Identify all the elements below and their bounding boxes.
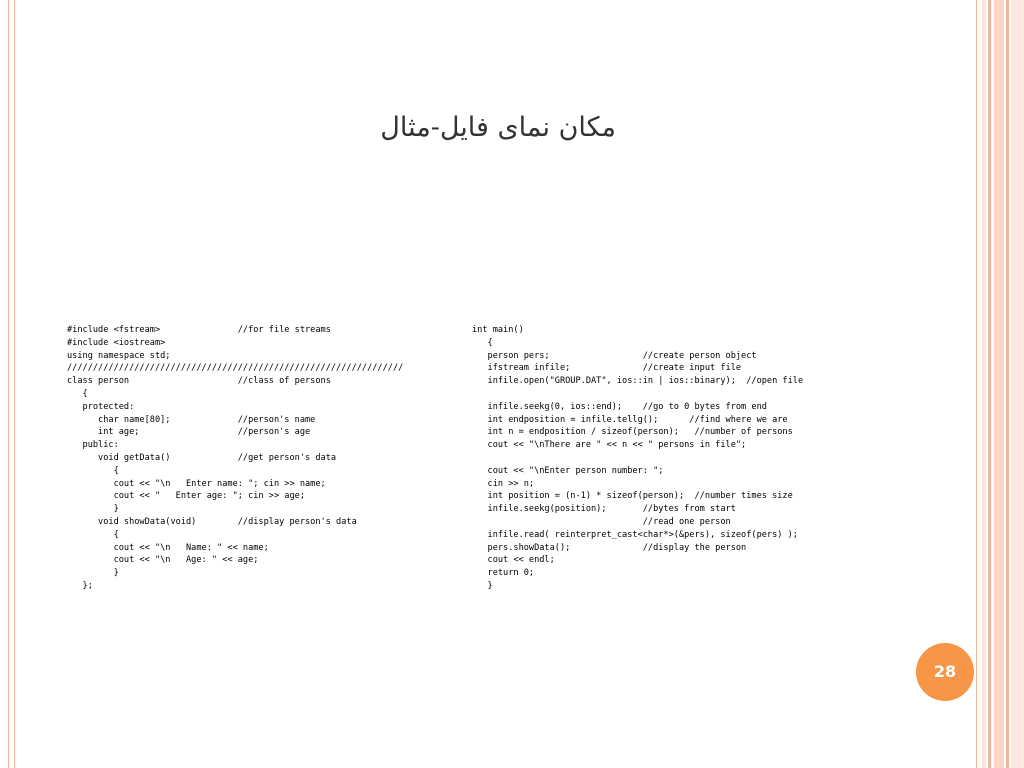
code-line: person pers; //create person object xyxy=(472,350,757,361)
code-line: public: xyxy=(67,440,119,451)
code-line: int main() xyxy=(472,325,524,335)
right-decorative-stripe xyxy=(994,0,1004,768)
code-line: cout << "\nEnter person number: "; xyxy=(472,465,664,476)
code-line: ///////////////////////////////////////////////////////////////// xyxy=(67,363,404,374)
code-line: int n = endposition / sizeof(person); //number of persons xyxy=(472,427,793,438)
code-line: ifstream infile; //create input file xyxy=(472,363,742,374)
code-line: //read one person xyxy=(472,516,731,527)
page-number-badge: 28 xyxy=(916,643,974,701)
code-line: cin >> n; xyxy=(472,478,535,489)
code-line: cout << "\nThere are " << n << " persons in file"; xyxy=(472,440,747,451)
code-line: cout << endl; xyxy=(472,555,555,566)
code-line: infile.seekg(0, ios::end); //go to 0 bytes from end xyxy=(472,401,767,412)
code-line: int position = (n-1) * sizeof(person); //number times size xyxy=(472,491,793,502)
code-line: infile.read( reinterpret_cast<char*>(&pers), sizeof(pers) ); xyxy=(472,529,798,540)
code-line xyxy=(472,388,803,401)
code-line: { xyxy=(67,529,119,540)
right-decorative-stripe xyxy=(1006,0,1009,768)
code-line: void showData(void) //display person's data xyxy=(67,516,357,527)
code-line: { xyxy=(67,465,119,476)
code-line: infile.open("GROUP.DAT", ios::in | ios::binary); //open file xyxy=(472,376,804,387)
code-line: { xyxy=(67,388,88,399)
code-line: cout << " Enter age: "; cin >> age; xyxy=(67,491,305,502)
code-line: cout << "\n Name: " << name; xyxy=(67,542,269,553)
code-line: infile.seekg(position); //bytes from start xyxy=(472,504,736,515)
code-line: } xyxy=(472,580,493,591)
code-line: }; xyxy=(67,580,93,591)
code-line: { xyxy=(472,337,493,348)
right-decorative-stripe xyxy=(1011,0,1024,768)
code-line: int age; //person's age xyxy=(67,427,311,438)
left-border-line xyxy=(14,0,15,768)
code-line: char name[80]; //person's name xyxy=(67,414,316,425)
code-block-main xyxy=(472,324,803,593)
right-decorative-stripe xyxy=(976,0,977,768)
code-line: cout << "\n Enter name: "; cin >> name; xyxy=(67,478,326,489)
code-line: } xyxy=(67,568,119,579)
code-line: void getData() //get person's data xyxy=(67,452,337,463)
code-line: int endposition = infile.tellg(); //find where we are xyxy=(472,414,788,425)
code-block-class-person xyxy=(67,324,403,593)
left-border-line xyxy=(8,0,9,768)
code-line: pers.showData(); //display the person xyxy=(472,542,747,553)
code-line: return 0; xyxy=(472,568,535,579)
code-line: cout << "\n Age: " << age; xyxy=(67,555,259,566)
code-line: class person //class of persons xyxy=(67,376,331,387)
code-line xyxy=(472,452,803,465)
code-line: using namespace std; xyxy=(67,350,171,361)
code-line: #include <fstream> //for file streams xyxy=(67,325,331,335)
right-decorative-stripe xyxy=(982,0,986,768)
code-line: #include <iostream> xyxy=(67,337,166,348)
code-line: protected: xyxy=(67,401,135,412)
slide-title: مکان نمای فایل-مثال xyxy=(380,112,616,143)
right-decorative-stripe xyxy=(988,0,991,768)
code-line: } xyxy=(67,504,119,515)
